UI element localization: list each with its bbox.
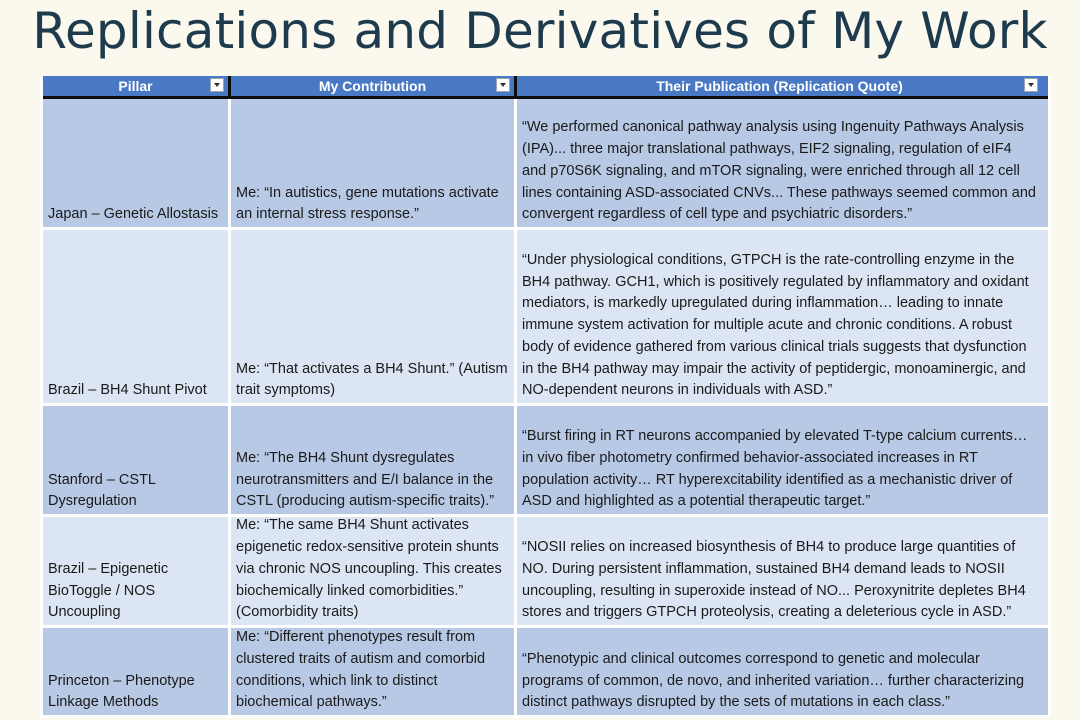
pillar-cell: Japan – Genetic Allostasis [43,99,231,227]
filter-dropdown-icon[interactable] [210,78,224,92]
pillar-cell: Brazil – Epigenetic BioToggle / NOS Uncoupling [43,517,231,625]
column-header-label: Pillar [118,78,153,94]
table-row [43,517,1048,628]
filter-dropdown-icon[interactable] [1024,78,1038,92]
pillar-cell: Stanford – CSTL Dysregulation [43,406,231,514]
table-header [43,76,1048,99]
publication-cell: “Under physiological conditions, GTPCH is the rate-controlling enzyme in the BH4 pathway. GCH1, which is positively regulated by inflammatory and oxidant mediators, is markedly upregulated during inflammation… leading to innate immune system activation for multiple acute and chronic conditions. A robust body of evidence gathered from various clinical trials suggests that dysfunction in the BH4 pathway may impair the activity of peptidergic, monoaminergic, and NO-dependent neurons in individuals with ASD.” [522,252,1029,399]
replication-table [40,76,1051,718]
publication-cell: “We performed canonical pathway analysis using Ingenuity Pathways Analysis (IPA)... three major translational pathways, EIF2 signaling, regulation of eIF4 and p70S6K signaling, and mTOR signaling, were enriched through all 12 cell lines containing ASD-associated CNVs... These pathways seemed common and convergent regardless of cell type and psychiatric disorders.” [522,119,1036,223]
contribution-cell: Me: “The BH4 Shunt dysregulates neurotransmitters and E/I balance in the CSTL (producing autism-specific traits).” [231,406,517,514]
column-header-contribution[interactable] [231,76,517,96]
table-row [43,406,1048,517]
publication-cell: “Burst firing in RT neurons accompanied by elevated T-type calcium currents… in vivo fiber photometry confirmed behavior-associated increases in RT population activity… RT hyperexcitability identified as a mechanistic driver of ASD and highlighted as a potential therapeutic target.” [522,428,1028,510]
slide-title: Replications and Derivatives of My Work [32,2,1048,60]
table-row [43,628,1048,718]
column-header-label: My Contribution [318,78,427,94]
publication-cell: “Phenotypic and clinical outcomes correspond to genetic and molecular programs of common, de novo, and inherited variation… further characterizing distinct pathways disrupted by the sets of mutations in each class.” [522,650,1025,711]
table-row [43,99,1048,230]
column-header-publication[interactable] [517,76,1042,96]
filter-dropdown-icon[interactable] [496,78,510,92]
pillar-cell: Brazil – BH4 Shunt Pivot [43,230,231,403]
contribution-cell: Me: “In autistics, gene mutations activate an internal stress response.” [231,99,517,227]
pillar-cell: Princeton – Phenotype Linkage Methods [43,628,231,715]
publication-cell: “NOSII relies on increased biosynthesis of BH4 to produce large quantities of NO. During persistent inflammation, sustained BH4 demand leads to NOSII uncoupling, resulting in superoxide instead of NO... Peroxynitrite depletes BH4 stores and triggers GTPCH proteolysis, creating a deleterious cycle in ASD.” [522,539,1026,621]
column-header-pillar[interactable] [43,76,231,96]
contribution-cell: Me: “That activates a BH4 Shunt.” (Autism trait symptoms) [231,230,517,403]
column-header-label: Their Publication (Replication Quote) [656,78,903,94]
contribution-cell: Me: “Different phenotypes result from clustered traits of autism and comorbid conditions, which link to distinct biochemical pathways.” [231,628,517,715]
contribution-cell: Me: “The same BH4 Shunt activates epigenetic redox-sensitive protein shunts via chronic NOS uncoupling. This creates biochemically linked comorbidities.” (Comorbidity traits) [231,517,517,625]
table-row [43,230,1048,406]
